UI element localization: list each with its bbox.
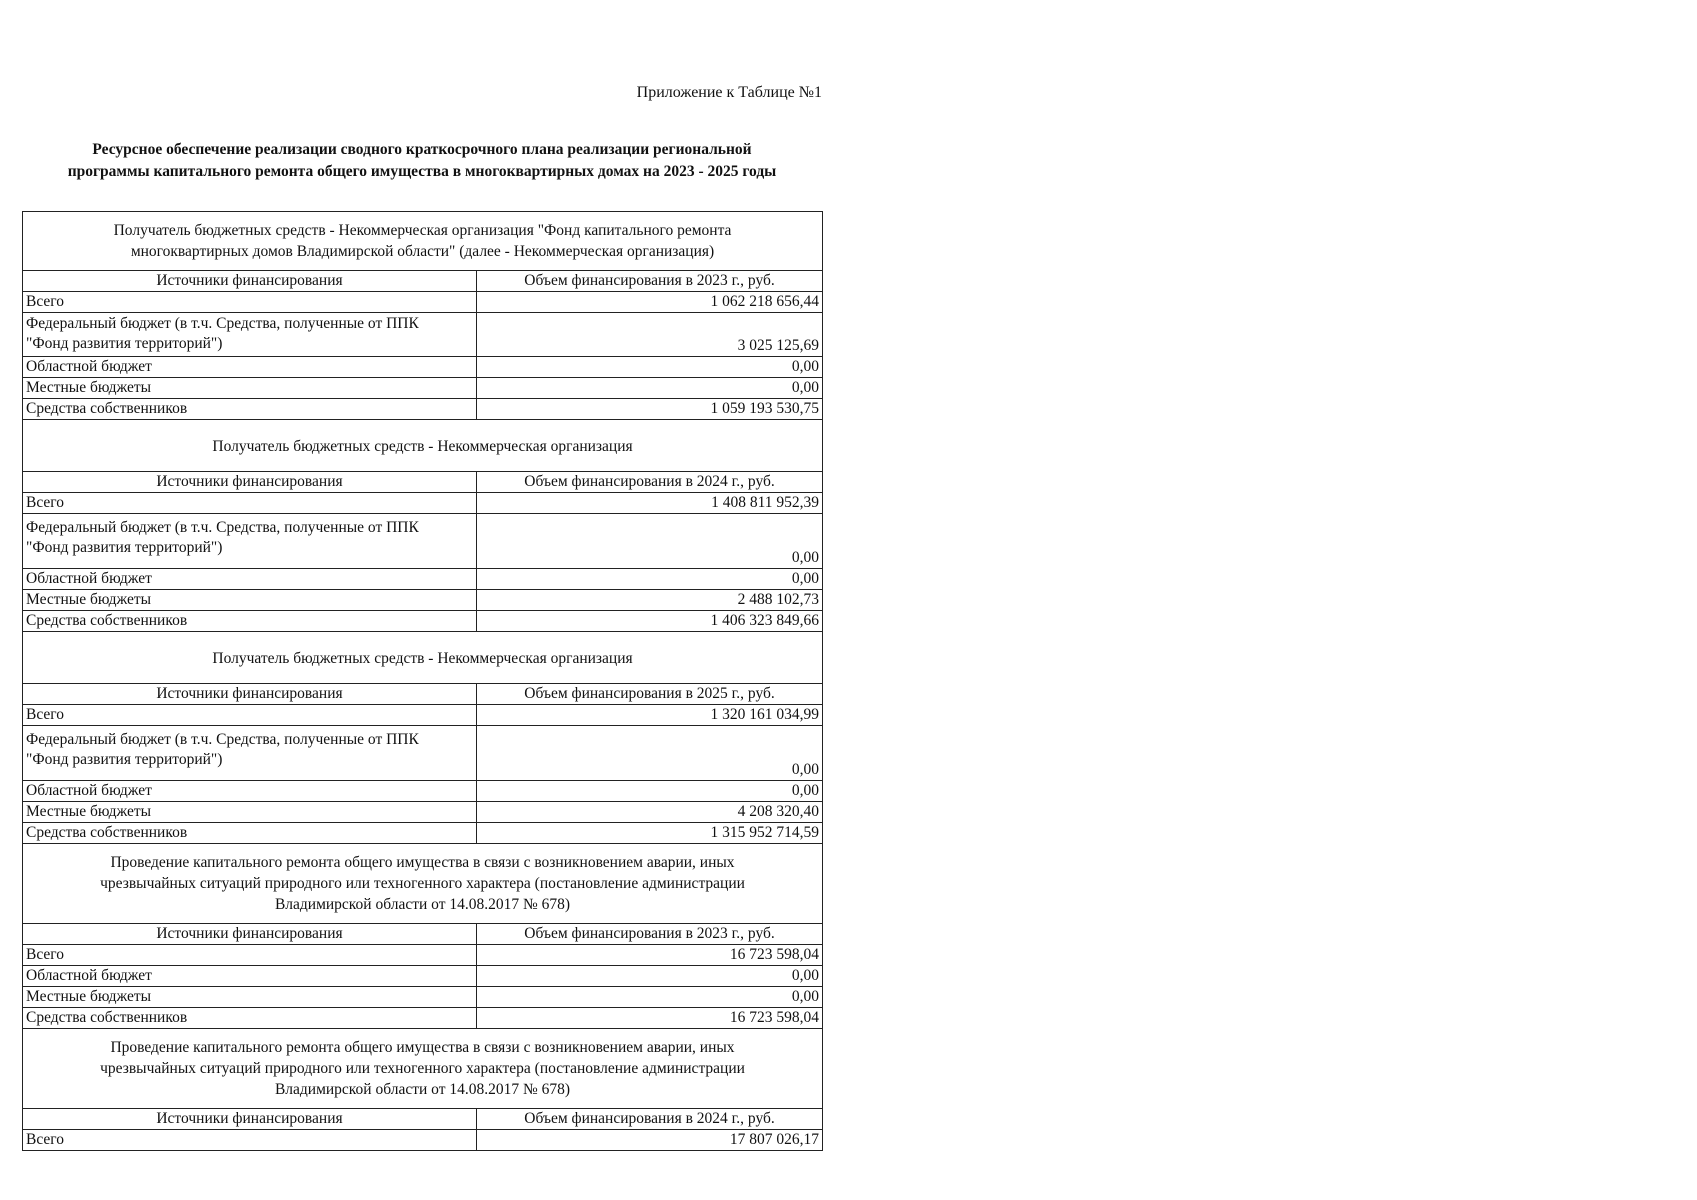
row-label: Средства собственников xyxy=(23,1008,477,1029)
row-label: Областной бюджет xyxy=(23,781,477,802)
table-row xyxy=(23,590,823,611)
block-header: Получатель бюджетных средств - Некоммерческая организация xyxy=(23,420,823,472)
col-header-source: Источники финансирования xyxy=(23,1109,477,1130)
row-label: Местные бюджеты xyxy=(23,802,477,823)
col-header-volume: Объем финансирования в 2025 г., руб. xyxy=(477,684,823,705)
block-header-line: Проведение капитального ремонта общего имущества в связи с возникновением аварии, иных xyxy=(110,854,735,871)
column-header-row xyxy=(23,1109,823,1130)
block-header xyxy=(23,1029,823,1109)
row-value: 1 062 218 656,44 xyxy=(477,292,823,313)
block-header-row xyxy=(23,844,823,924)
table-row xyxy=(23,493,823,514)
row-label-line: "Фонд развития территорий") xyxy=(26,751,223,768)
col-header-volume: Объем финансирования в 2024 г., руб. xyxy=(477,472,823,493)
row-value: 1 320 161 034,99 xyxy=(477,705,823,726)
row-label: Областной бюджет xyxy=(23,966,477,987)
table-row xyxy=(23,705,823,726)
block-header-row xyxy=(23,632,823,684)
block-header-line: Владимирской области от 14.08.2017 № 678) xyxy=(274,896,571,913)
table-row xyxy=(23,569,823,590)
row-label-line: "Фонд развития территорий") xyxy=(26,539,223,556)
col-header-volume: Объем финансирования в 2024 г., руб. xyxy=(477,1109,823,1130)
row-label: Средства собственников xyxy=(23,611,477,632)
table-row xyxy=(23,726,823,781)
table-row xyxy=(23,357,823,378)
table-row xyxy=(23,987,823,1008)
row-value: 0,00 xyxy=(477,569,823,590)
row-label: Всего xyxy=(23,945,477,966)
row-value: 16 723 598,04 xyxy=(477,945,823,966)
column-header-row xyxy=(23,472,823,493)
row-label: Областной бюджет xyxy=(23,569,477,590)
row-label xyxy=(23,313,477,357)
row-value: 1 408 811 952,39 xyxy=(477,493,823,514)
table-row xyxy=(23,292,823,313)
col-header-source: Источники финансирования xyxy=(23,924,477,945)
table-row xyxy=(23,966,823,987)
block-header: Получатель бюджетных средств - Некоммерческая организация xyxy=(23,632,823,684)
row-label: Местные бюджеты xyxy=(23,378,477,399)
row-value: 2 488 102,73 xyxy=(477,590,823,611)
row-label xyxy=(23,514,477,569)
block-header-line: Получатель бюджетных средств - Некоммерческая организация "Фонд капитального ремонта xyxy=(113,222,732,239)
row-label: Всего xyxy=(23,493,477,514)
block-header-row xyxy=(23,1029,823,1109)
row-value: 0,00 xyxy=(477,357,823,378)
col-header-source: Источники финансирования xyxy=(23,684,477,705)
row-value: 0,00 xyxy=(477,378,823,399)
row-label: Средства собственников xyxy=(23,823,477,844)
row-value: 0,00 xyxy=(477,987,823,1008)
block-header xyxy=(23,212,823,271)
row-label: Средства собственников xyxy=(23,399,477,420)
table-row xyxy=(23,1130,823,1151)
row-value: 16 723 598,04 xyxy=(477,1008,823,1029)
row-label-line: Федеральный бюджет (в т.ч. Средства, полученные от ППК xyxy=(26,315,419,332)
column-header-row xyxy=(23,271,823,292)
financing-table xyxy=(22,211,823,1151)
table-row xyxy=(23,1008,823,1029)
block-header-line: чрезвычайных ситуаций природного или техногенного характера (постановление администрации xyxy=(100,1060,745,1077)
title-line-1: Ресурсное обеспечение реализации сводного краткосрочного плана реализации региональной xyxy=(92,141,752,158)
row-label: Местные бюджеты xyxy=(23,987,477,1008)
row-value: 0,00 xyxy=(477,726,823,781)
column-header-row xyxy=(23,684,823,705)
table-row xyxy=(23,611,823,632)
table-row xyxy=(23,802,823,823)
row-label-line: Федеральный бюджет (в т.ч. Средства, полученные от ППК xyxy=(26,519,419,536)
table-row xyxy=(23,945,823,966)
appendix-label: Приложение к Таблице №1 xyxy=(636,84,822,101)
row-value: 17 807 026,17 xyxy=(477,1130,823,1151)
col-header-source: Источники финансирования xyxy=(23,271,477,292)
block-header-line: чрезвычайных ситуаций природного или техногенного характера (постановление администрации xyxy=(100,875,745,892)
row-label-line: Федеральный бюджет (в т.ч. Средства, полученные от ППК xyxy=(26,731,419,748)
block-header-line: Проведение капитального ремонта общего имущества в связи с возникновением аварии, иных xyxy=(110,1039,735,1056)
document-title xyxy=(22,139,822,183)
col-header-source: Источники финансирования xyxy=(23,472,477,493)
block-header-line: многоквартирных домов Владимирской области" (далее - Некоммерческая организация) xyxy=(130,243,715,260)
row-value: 4 208 320,40 xyxy=(477,802,823,823)
row-label xyxy=(23,726,477,781)
table-row xyxy=(23,514,823,569)
table-row xyxy=(23,399,823,420)
title-line-2: программы капитального ремонта общего имущества в многоквартирных домах на 2023 - 2025 годы xyxy=(67,163,777,180)
row-value: 0,00 xyxy=(477,781,823,802)
table-row xyxy=(23,781,823,802)
block-header-row xyxy=(23,420,823,472)
row-value: 1 059 193 530,75 xyxy=(477,399,823,420)
table-row xyxy=(23,823,823,844)
row-label: Местные бюджеты xyxy=(23,590,477,611)
block-header-row xyxy=(23,212,823,271)
row-label: Всего xyxy=(23,705,477,726)
row-label: Всего xyxy=(23,1130,477,1151)
table-row xyxy=(23,313,823,357)
row-value: 1 406 323 849,66 xyxy=(477,611,823,632)
row-value: 0,00 xyxy=(477,966,823,987)
row-value: 1 315 952 714,59 xyxy=(477,823,823,844)
row-label: Областной бюджет xyxy=(23,357,477,378)
col-header-volume: Объем финансирования в 2023 г., руб. xyxy=(477,924,823,945)
row-label-line: "Фонд развития территорий") xyxy=(26,335,223,352)
block-header xyxy=(23,844,823,924)
row-value: 0,00 xyxy=(477,514,823,569)
col-header-volume: Объем финансирования в 2023 г., руб. xyxy=(477,271,823,292)
table-row xyxy=(23,378,823,399)
row-label: Всего xyxy=(23,292,477,313)
block-header-line: Владимирской области от 14.08.2017 № 678) xyxy=(274,1081,571,1098)
column-header-row xyxy=(23,924,823,945)
row-value: 3 025 125,69 xyxy=(477,313,823,357)
